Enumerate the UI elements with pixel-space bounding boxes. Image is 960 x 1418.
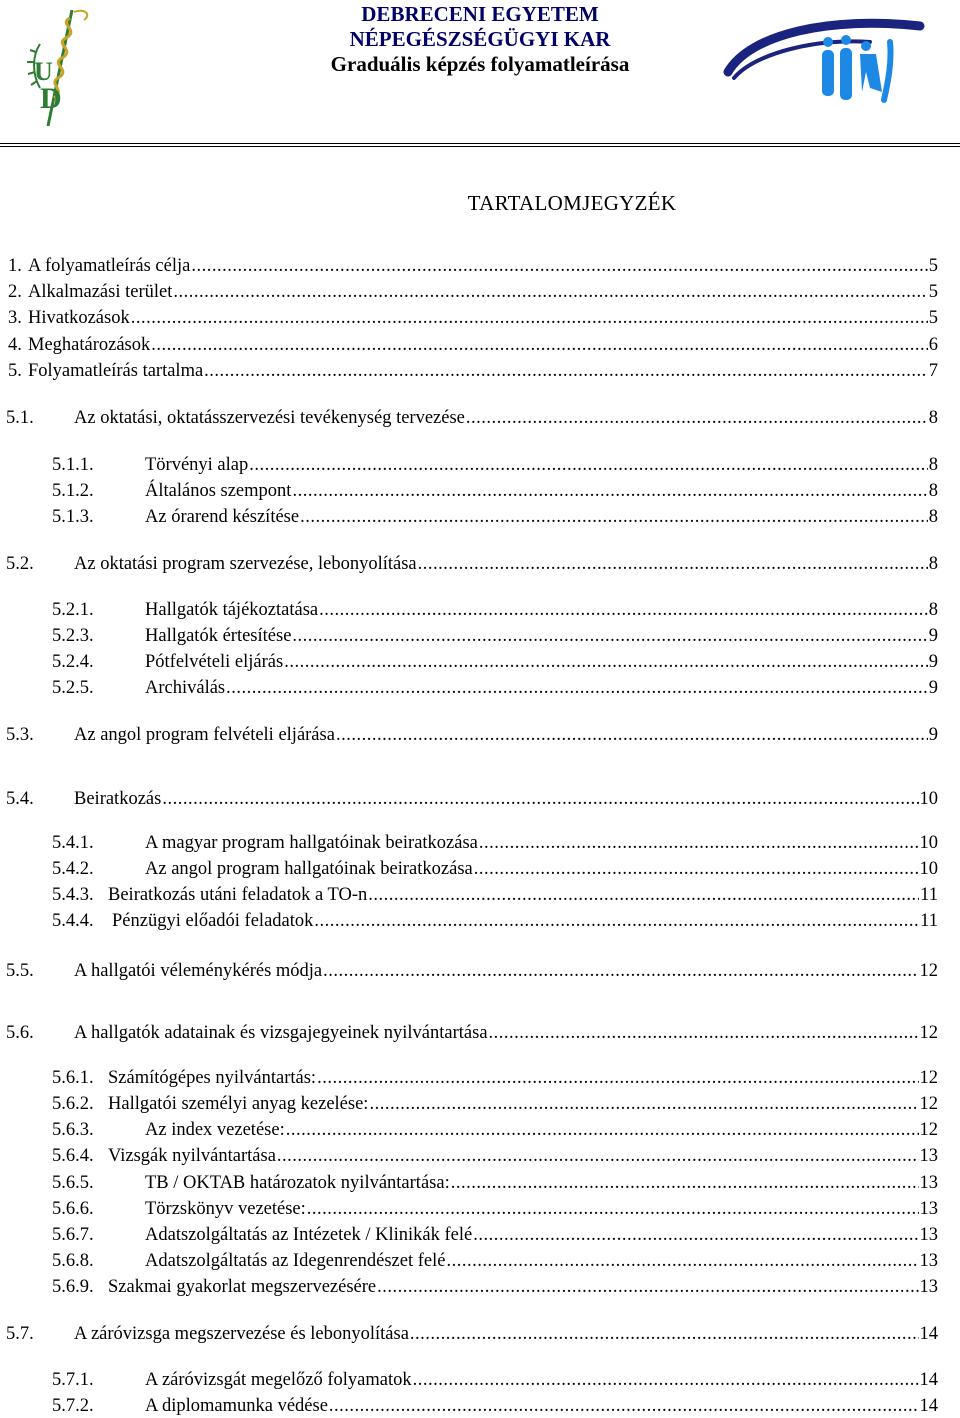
toc-entry-number: 5.7. bbox=[6, 1324, 34, 1344]
toc-dot-leader bbox=[479, 831, 919, 855]
toc-entry-number: 5.6.6. bbox=[52, 1199, 94, 1219]
toc-entry-page: 14 bbox=[919, 1324, 938, 1344]
toc-entry[interactable] bbox=[0, 598, 960, 622]
toc-entry-label: Hallgatók tájékoztatása bbox=[145, 600, 319, 620]
toc-entry-number: 5.6.9. bbox=[52, 1277, 94, 1297]
toc-entry[interactable] bbox=[0, 1275, 960, 1299]
toc-entry-label: Alkalmazási terület bbox=[28, 282, 173, 302]
toc-entry[interactable] bbox=[0, 406, 960, 430]
toc-entry-label: Törzskönyv vezetése: bbox=[145, 1199, 306, 1219]
toc-entry-page: 8 bbox=[928, 481, 938, 501]
toc-title bbox=[0, 191, 960, 216]
toc-entry-label: Adatszolgáltatás az Intézetek / Klinikák felé bbox=[145, 1225, 473, 1245]
toc-entry[interactable] bbox=[0, 1144, 960, 1168]
toc-entry-label: Hallgatói személyi anyag kezelése: bbox=[108, 1094, 369, 1114]
toc-entry-page: 10 bbox=[919, 833, 938, 853]
toc-dot-leader bbox=[204, 359, 928, 383]
toc-entry-number: 5.6.1. bbox=[52, 1068, 94, 1088]
toc-entry-label: A magyar program hallgatóinak beiratkozása bbox=[145, 833, 478, 853]
toc-entry-page: 12 bbox=[919, 1094, 938, 1114]
svg-text:D: D bbox=[40, 82, 62, 115]
toc-entry-label: Az órarend készítése bbox=[145, 507, 300, 527]
toc-entry[interactable] bbox=[0, 1223, 960, 1247]
toc-entry[interactable] bbox=[0, 723, 960, 747]
university-name: DEBRECENI EGYETEM bbox=[361, 2, 599, 26]
toc-entry[interactable] bbox=[0, 787, 960, 811]
toc-entry[interactable] bbox=[0, 1368, 960, 1392]
toc-entry-number: 5. bbox=[8, 361, 22, 381]
toc-entry-page: 9 bbox=[928, 652, 938, 672]
toc-dot-leader bbox=[323, 959, 918, 983]
toc-entry-label: Beiratkozás bbox=[74, 789, 162, 809]
toc-entry-page: 13 bbox=[919, 1251, 938, 1271]
toc-entry-number: 5.2.5. bbox=[52, 678, 94, 698]
toc-entry[interactable] bbox=[0, 505, 960, 529]
toc-entry[interactable] bbox=[0, 831, 960, 855]
toc-entry-label: Hivatkozások bbox=[28, 308, 130, 328]
toc-entry-page: 13 bbox=[919, 1173, 938, 1193]
toc-entry-number: 5.6.4. bbox=[52, 1146, 94, 1166]
toc-dot-leader bbox=[249, 453, 928, 477]
toc-dot-leader bbox=[131, 306, 928, 330]
toc-entry[interactable] bbox=[0, 280, 960, 304]
toc-entry[interactable] bbox=[0, 1092, 960, 1116]
toc-entry-label: TB / OKTAB határozatok nyilvántartása: bbox=[145, 1173, 450, 1193]
toc-entry-number: 5.1.1. bbox=[52, 455, 94, 475]
header-divider-secondary bbox=[0, 146, 960, 147]
toc-entry-page: 14 bbox=[919, 1396, 938, 1416]
toc-entry-page: 13 bbox=[919, 1199, 938, 1219]
toc-dot-leader bbox=[466, 406, 928, 430]
toc-entry[interactable] bbox=[0, 1118, 960, 1142]
toc-dot-leader bbox=[489, 1021, 919, 1045]
toc-entry[interactable] bbox=[0, 650, 960, 674]
toc-entry-number: 5.4.4. bbox=[52, 911, 94, 931]
toc-dot-leader bbox=[191, 254, 927, 278]
toc-entry-number: 5.5. bbox=[6, 961, 34, 981]
toc-entry-number: 5.2.1. bbox=[52, 600, 94, 620]
toc-entry-label: A hallgatók adatainak és vizsgajegyeinek nyilvántartása bbox=[74, 1023, 488, 1043]
toc-entry[interactable] bbox=[0, 857, 960, 881]
toc-entry[interactable] bbox=[0, 552, 960, 576]
toc-entry-number: 5.4.1. bbox=[52, 833, 94, 853]
header-divider bbox=[0, 143, 960, 144]
toc-entry[interactable] bbox=[0, 254, 960, 278]
toc-entry-label: A záróvizsga megszervezése és lebonyolítása bbox=[74, 1324, 409, 1344]
toc-entry[interactable] bbox=[0, 1171, 960, 1195]
toc-entry[interactable] bbox=[0, 1066, 960, 1090]
toc-entry-label: Törvényi alap bbox=[145, 455, 249, 475]
toc-entry-page: 5 bbox=[928, 282, 938, 302]
toc-entry-number: 5.1. bbox=[6, 408, 34, 428]
toc-entry-number: 5.2. bbox=[6, 554, 34, 574]
faculty-name: NÉPEGÉSZSÉGÜGYI KAR bbox=[349, 27, 611, 51]
toc-entry[interactable] bbox=[0, 624, 960, 648]
faculty-logo bbox=[720, 12, 950, 112]
toc-entry-page: 8 bbox=[928, 455, 938, 475]
toc-entry-page: 12 bbox=[919, 1120, 938, 1140]
toc-dot-leader bbox=[300, 505, 928, 529]
toc-entry[interactable] bbox=[0, 1249, 960, 1273]
toc-entry-label: Az oktatási program szervezése, lebonyolítása bbox=[74, 554, 417, 574]
toc-entry-number: 5.6.7. bbox=[52, 1225, 94, 1245]
toc-entry[interactable] bbox=[0, 306, 960, 330]
toc-entry-number: 5.1.2. bbox=[52, 481, 94, 501]
toc-entry-label: Meghatározások bbox=[28, 335, 151, 355]
toc-entry-number: 5.6.8. bbox=[52, 1251, 94, 1271]
toc-entry-label: A diplomamunka védése bbox=[145, 1396, 328, 1416]
document-subtitle: Graduális képzés folyamatleírása bbox=[330, 52, 630, 76]
toc-entry[interactable] bbox=[0, 676, 960, 700]
toc-dot-leader bbox=[368, 883, 919, 907]
toc-entry-page: 13 bbox=[919, 1277, 938, 1297]
toc-entry-page: 7 bbox=[928, 361, 938, 381]
toc-entry-page: 13 bbox=[919, 1146, 938, 1166]
toc-entry-label: Hallgatók értesítése bbox=[145, 626, 292, 646]
toc-entry-number: 5.6.2. bbox=[52, 1094, 94, 1114]
toc-entry-label: Általános szempont bbox=[145, 481, 292, 501]
toc-entry-label: Vizsgák nyilvántartása bbox=[108, 1146, 276, 1166]
toc-entry-number: 1. bbox=[8, 256, 22, 276]
toc-dot-leader bbox=[451, 1171, 919, 1195]
toc-dot-leader bbox=[473, 1223, 918, 1247]
toc-entry[interactable] bbox=[0, 1197, 960, 1221]
toc-dot-leader bbox=[410, 1322, 919, 1346]
toc-entry-number: 5.1.3. bbox=[52, 507, 94, 527]
toc-entry-page: 12 bbox=[919, 1068, 938, 1088]
toc-entry-page: 11 bbox=[920, 911, 938, 931]
toc-entry[interactable] bbox=[0, 333, 960, 357]
toc-entry-label: Az index vezetése: bbox=[145, 1120, 285, 1140]
toc-entry-number: 5.6.5. bbox=[52, 1173, 94, 1193]
university-logo bbox=[18, 4, 98, 132]
toc-dot-leader bbox=[314, 909, 919, 933]
toc-entry-number: 5.4. bbox=[6, 789, 34, 809]
toc-dot-leader bbox=[173, 280, 927, 304]
svg-text:U: U bbox=[34, 57, 53, 86]
toc-entry-page: 6 bbox=[928, 335, 938, 355]
toc-entry-number: 5.6.3. bbox=[52, 1120, 94, 1140]
toc-dot-leader bbox=[151, 333, 927, 357]
toc-entry-page: 12 bbox=[919, 1023, 938, 1043]
toc-entry-label: A hallgatói véleménykérés módja bbox=[74, 961, 323, 981]
toc-entry-label: Pótfelvételi eljárás bbox=[145, 652, 284, 672]
toc-entry-label: Az angol program felvételi eljárása bbox=[74, 725, 335, 745]
toc-entry-label: Folyamatleírás tartalma bbox=[28, 361, 204, 381]
toc-entry-number: 5.7.1. bbox=[52, 1370, 94, 1390]
toc-entry[interactable] bbox=[0, 1322, 960, 1346]
toc-entry-label: Archiválás bbox=[145, 678, 226, 698]
toc-entry-label: A záróvizsgát megelőző folyamatok bbox=[145, 1370, 412, 1390]
toc-entry[interactable] bbox=[0, 883, 960, 907]
toc-entry-page: 12 bbox=[919, 961, 938, 981]
toc-entry-number: 3. bbox=[8, 308, 22, 328]
toc-dot-leader bbox=[277, 1144, 919, 1168]
toc-entry-number: 5.3. bbox=[6, 725, 34, 745]
toc-dot-leader bbox=[226, 676, 928, 700]
toc-entry[interactable] bbox=[0, 359, 960, 383]
toc-entry-page: 9 bbox=[928, 678, 938, 698]
toc-entry-page: 5 bbox=[928, 308, 938, 328]
toc-entry-page: 8 bbox=[928, 408, 938, 428]
toc-entry-page: 8 bbox=[928, 507, 938, 527]
toc-dot-leader bbox=[307, 1197, 919, 1221]
toc-dot-leader bbox=[336, 723, 928, 747]
toc-dot-leader bbox=[292, 479, 927, 503]
toc-entry-page: 9 bbox=[928, 626, 938, 646]
toc-entry-label: Számítógépes nyilvántartás: bbox=[108, 1068, 317, 1088]
toc-entry-label: Beiratkozás utáni feladatok a TO-n bbox=[108, 885, 368, 905]
toc-title-text: TARTALOMJEGYZÉK bbox=[467, 191, 677, 215]
toc-dot-leader bbox=[286, 1118, 919, 1142]
toc-dot-leader bbox=[413, 1368, 919, 1392]
toc-entry[interactable] bbox=[0, 479, 960, 503]
toc-entry-label: Pénzügyi előadói feladatok bbox=[112, 911, 314, 931]
toc-entry-page: 11 bbox=[920, 885, 938, 905]
toc-entry-label: Szakmai gyakorlat megszervezésére bbox=[108, 1277, 377, 1297]
toc-entry-label: Az oktatási, oktatásszervezési tevékenység tervezése bbox=[74, 408, 465, 428]
toc-dot-leader bbox=[162, 787, 918, 811]
toc-dot-leader bbox=[418, 552, 928, 576]
toc-entry-page: 13 bbox=[919, 1225, 938, 1245]
toc-entry-number: 2. bbox=[8, 282, 22, 302]
toc-entry-number: 4. bbox=[8, 335, 22, 355]
toc-entry-label: Adatszolgáltatás az Idegenrendészet felé bbox=[145, 1251, 446, 1271]
toc-entry-page: 8 bbox=[928, 554, 938, 574]
toc-entry-number: 5.4.2. bbox=[52, 859, 94, 879]
toc-dot-leader bbox=[292, 624, 927, 648]
toc-dot-leader bbox=[369, 1092, 918, 1116]
toc-entry-number: 5.6. bbox=[6, 1023, 34, 1043]
toc-dot-leader bbox=[446, 1249, 918, 1273]
toc-entry-number: 5.2.3. bbox=[52, 626, 94, 646]
toc-entry-page: 8 bbox=[928, 600, 938, 620]
toc-dot-leader bbox=[319, 598, 928, 622]
toc-entry-page: 10 bbox=[919, 859, 938, 879]
toc-entry-page: 14 bbox=[919, 1370, 938, 1390]
toc-entry[interactable] bbox=[0, 959, 960, 983]
toc-dot-leader bbox=[329, 1394, 919, 1418]
header-block bbox=[270, 2, 690, 77]
toc-entry-page: 10 bbox=[919, 789, 938, 809]
toc-entry-label: A folyamatleírás célja bbox=[28, 256, 191, 276]
toc-entry-page: 5 bbox=[928, 256, 938, 276]
toc-dot-leader bbox=[377, 1275, 918, 1299]
toc-dot-leader bbox=[474, 857, 919, 881]
toc-entry[interactable] bbox=[0, 453, 960, 477]
toc-dot-leader bbox=[317, 1066, 918, 1090]
toc-entry-label: Az angol program hallgatóinak beiratkozása bbox=[145, 859, 473, 879]
toc-entry-page: 9 bbox=[928, 725, 938, 745]
toc-entry[interactable] bbox=[0, 1394, 960, 1418]
toc-dot-leader bbox=[284, 650, 928, 674]
toc-entry-number: 5.7.2. bbox=[52, 1396, 94, 1416]
toc-entry[interactable] bbox=[0, 1021, 960, 1045]
toc-entry[interactable] bbox=[0, 909, 960, 933]
toc-entry-number: 5.4.3. bbox=[52, 885, 94, 905]
toc-entry-number: 5.2.4. bbox=[52, 652, 94, 672]
